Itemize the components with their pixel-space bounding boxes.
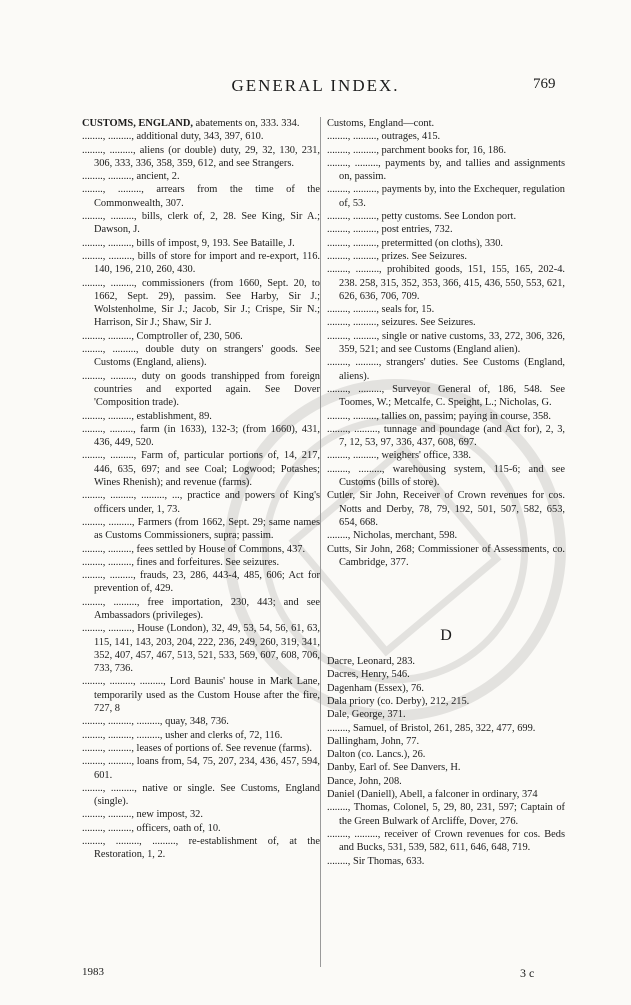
index-entry-text: ........, ........., House (London), 32, 49, 53, 54, 56, 61, 63, 115, 141, 143, 203, 204, 222, 236, 249, 260, 319, 341, 352, 407, 457, 467, 513, 521, 533, 569, 607, 608, 706, 733, 736. (82, 623, 320, 675)
index-entry-text: ........, ........., native or single. See Customs, England (single). (82, 782, 320, 808)
index-entry-text: ........, ........., Farmers (from 1662, Sept. 29; same names as Customs Commissioners, supra; passim. (82, 516, 320, 542)
index-entry (327, 682, 565, 695)
index-entry-text: abatements on, 333. 334. (192, 118, 300, 129)
index-entry (327, 117, 565, 130)
index-entry-text: ........, ........., additional duty, 343, 397, 610. (82, 131, 264, 143)
index-entry-text: ........, ........., arrears from the time of the Commonwealth, 307. (82, 184, 320, 209)
index-entry (82, 715, 320, 728)
index-entry (82, 144, 320, 171)
index-entry-text: ........, ........., Farm of, particular portions of, 14, 217, 446, 635, 697; and see Coal; Logwood; Potashes; Wines Rhenish); and revenue (farms). (82, 450, 320, 489)
index-entry-text: ........, ........., prizes. See Seizures. (327, 250, 467, 262)
index-entry-text: ........, ........., receiver of Crown revenues for cos. Beds and Bucks, 531, 539, 582, 611, 646, 648, 719. (327, 828, 565, 854)
index-entry (327, 801, 565, 828)
index-entry (327, 183, 565, 210)
index-entry-text: ........, ........., loans from, 54, 75, 207, 234, 436, 457, 594, 601. (82, 756, 320, 781)
index-entry (82, 277, 320, 330)
index-entry-text: ........, ........., ........., Lord Baunis' house in Mark Lane, temporarily used as the Custom House after the fire, 727, 8 (82, 676, 320, 715)
section-gap (327, 569, 565, 613)
page-title: GENERAL INDEX. (231, 76, 400, 95)
index-entry (327, 788, 565, 801)
index-entry (82, 489, 320, 516)
index-entry (82, 210, 320, 237)
index-entry-text: ........, Sir Thomas, 633. (327, 855, 425, 867)
index-entry-text: ........, ........., petty customs. See London port. (327, 211, 517, 223)
index-entry-text: ........, ........., ........., re-establishment of, at the Restoration, 1, 2. (82, 836, 320, 861)
index-entry (82, 596, 320, 623)
index-entry (327, 223, 565, 236)
index-entry (327, 157, 565, 184)
index-entry (82, 250, 320, 277)
index-entry-text: ........, ........., pretermitted (on cloths), 330. (327, 237, 504, 249)
index-entry (82, 330, 320, 343)
index-entry (327, 655, 565, 668)
index-entry-text: ........, ........., ........., quay, 348, 736. (82, 716, 229, 728)
index-entry-text: Cutts, Sir John, 268; Commissioner of Assessments, co. Cambridge, 377. (327, 543, 565, 568)
index-entry (327, 237, 565, 250)
index-entry-text: ........, ........., Comptroller of, 230, 506. (82, 330, 243, 342)
right-column (327, 117, 565, 868)
index-entry (82, 170, 320, 183)
index-entry-text: ........, ........., establishment, 89. (82, 410, 212, 422)
index-entry (82, 183, 320, 210)
index-entry (327, 463, 565, 490)
index-entry-text: ........, ........., frauds, 23, 286, 443-4, 485, 606; Act for prevention of, 429. (82, 570, 320, 595)
index-entry-text: ........, ........., ........., ..., practice and powers of King's officers under, 1, 73. (82, 490, 320, 515)
index-entry-text: Danby, Earl of. See Danvers, H. (327, 762, 461, 774)
index-entry-text: Dallingham, John, 77. (327, 735, 420, 747)
index-entry-text: ........, ........., seizures. See Seizures. (327, 317, 476, 329)
index-entry (327, 748, 565, 761)
index-entry (82, 755, 320, 782)
index-entry (82, 808, 320, 821)
index-entry (327, 383, 565, 410)
index-entry (327, 775, 565, 788)
index-entry (82, 729, 320, 742)
left-column (82, 117, 320, 862)
index-entry (82, 370, 320, 410)
index-entry-text: ........, ........., parchment books for, 16, 186. (327, 144, 507, 156)
index-entry-text: Customs, England—cont. (327, 118, 435, 129)
index-entry (327, 543, 565, 570)
index-entry (82, 822, 320, 835)
index-entry (82, 237, 320, 250)
index-entry (82, 835, 320, 862)
index-entry (327, 695, 565, 708)
index-entry-text: ........, ........., double duty on strangers' goods. See Customs (England, aliens). (82, 344, 320, 369)
index-entry-text: ........, ........., strangers' duties. See Customs (England, aliens). (327, 357, 565, 382)
index-entry-text: ........, ........., seals for, 15. (327, 304, 435, 316)
index-entry (327, 855, 565, 868)
index-entry (327, 330, 565, 357)
gathering-mark: 3 c (520, 966, 535, 980)
index-entry (327, 316, 565, 329)
index-entry-text: ........, ........., outrages, 415. (327, 131, 441, 143)
index-entry (82, 130, 320, 143)
index-entry-text: ........, ........., tunnage and poundage (and Act for), 2, 3, 7, 12, 53, 97, 336, 437, 608, 697. (327, 423, 565, 449)
index-entry (327, 761, 565, 774)
index-entry-text: ........, ........., new impost, 32. (82, 809, 203, 821)
index-entry-text: ........, ........., bills, clerk of, 2, 28. See King, Sir A.; Dawson, J. (82, 211, 320, 236)
index-entry (327, 489, 565, 529)
index-entry-heading: CUSTOMS, ENGLAND, (82, 118, 193, 129)
index-entry (327, 423, 565, 450)
index-entry-text: Daniel (Daniell), Abell, a falconer in ordinary, 374 (327, 789, 538, 801)
index-entry-text: ........, ........., leases of portions of. See revenue (farms). (82, 742, 312, 754)
index-entry (327, 303, 565, 316)
index-entry (327, 250, 565, 263)
index-entry (327, 130, 565, 143)
index-entry-text: ........, ........., duty on goods transhipped from foreign countries and exported again. See Dover 'Composition trade). (82, 370, 320, 409)
index-entry (327, 144, 565, 157)
index-entry-text: Dance, John, 208. (327, 775, 402, 787)
index-entry-text: ........, ........., bills of store for import and re-export, 116. 140, 196, 210, 260, 430. (82, 250, 320, 276)
index-entry (327, 449, 565, 462)
index-entry (327, 410, 565, 423)
index-entry (327, 722, 565, 735)
index-entry-text: ........, ........., officers, oath of, 10. (82, 822, 221, 834)
index-entry (327, 529, 565, 542)
index-entry-text: ........, ........., weighers' office, 338. (327, 450, 471, 462)
index-entry-text: ........, ........., single or native customs, 33, 272, 306, 326, 359, 521; and see Customs (England alien). (327, 330, 565, 356)
index-entry-text: Dagenham (Essex), 76. (327, 682, 424, 694)
index-entry (82, 782, 320, 809)
index-entry-text: ........, Thomas, Colonel, 5, 29, 80, 231, 597; Captain of the Green Bulwark of Arcliffe, Dover, 276. (327, 802, 565, 827)
index-entry-text: ........, ........., bills of impost, 9, 193. See Bataille, J. (82, 237, 295, 249)
index-entry-text: Dale, George, 371. (327, 709, 406, 721)
index-entry (82, 742, 320, 755)
index-entry-text: ........, ........., ........., usher and clerks of, 72, 116. (82, 729, 283, 741)
page-number: 769 (533, 76, 556, 92)
column-divider (320, 117, 321, 967)
signature-mark: 1983 (82, 966, 104, 978)
index-entry-text: Dalton (co. Lancs.), 26. (327, 749, 426, 761)
index-entry-text: Dacres, Henry, 546. (327, 669, 410, 681)
index-entry (327, 735, 565, 748)
section-letter-heading: D (440, 627, 452, 645)
index-entry (327, 210, 565, 223)
index-entry (327, 668, 565, 681)
index-entry-text: ........, ........., aliens (or double) duty, 29, 32, 130, 231, 306, 333, 336, 358, 359, 612, and see Strangers. (82, 144, 320, 169)
index-entry-text: ........, ........., payments by, and tallies and assignments on, passim. (327, 157, 565, 183)
index-entry (82, 556, 320, 569)
index-entry (82, 569, 320, 596)
index-entry-text: Dacre, Leonard, 283. (327, 656, 415, 668)
index-entry-text: ........, ........., farm (in 1633), 132-3; (from 1660), 431, 436, 449, 520. (82, 423, 320, 449)
index-entry (82, 423, 320, 450)
index-entry-text: ........, ........., prohibited goods, 151, 155, 165, 202-4. 238. 258, 315, 352, 353, 366, 415, 436, 550, 553, 621, 626, 636, 706, 709. (327, 264, 565, 302)
index-entry-text: Dala priory (co. Derby), 212, 215. (327, 695, 470, 707)
index-entry (82, 343, 320, 370)
index-entry (327, 708, 565, 721)
index-entry (327, 263, 565, 303)
index-entry (82, 622, 320, 675)
index-entry (82, 543, 320, 556)
index-entry-text: ........, ........., warehousing system, 115-6; and see Customs (bills of store). (327, 463, 565, 489)
index-entry (82, 410, 320, 423)
index-entry-text: ........, ........., Surveyor General of, 186, 548. See Toomes, W.; Metcalfe, C. Speight, L.; Nicholas, G. (327, 383, 565, 409)
index-entry-text: ........, ........., commissioners (from 1660, Sept. 20, to 1662, Sept. 29), passim. See Harby, Sir J.; Wolstenholme, Sir J.; Jacob, Sir J.; Crispe, Sir N.; Harrison, Sir J.; Shaw, Sir J. (82, 277, 320, 329)
index-entry (82, 117, 320, 130)
index-entry-text: ........, ........., fees settled by House of Commons, 437. (82, 543, 306, 555)
index-entry-text: ........, ........., ancient, 2. (82, 171, 180, 183)
index-entry (327, 356, 565, 383)
index-entry-text: ........, ........., fines and forfeitures. See seizures. (82, 556, 280, 568)
index-entry-text: ........, ........., free importation, 230, 443; and see Ambassadors (privileges). (82, 596, 320, 621)
index-entry (82, 675, 320, 715)
index-entry-text: Cutler, Sir John, Receiver of Crown revenues for cos. Notts and Derby, 78, 79, 192, 501, 507, 582, 653, 654, 668. (327, 490, 565, 528)
index-entry (327, 828, 565, 855)
index-entry-text: ........, ........., post entries, 732. (327, 224, 453, 236)
index-entry-text: ........, Samuel, of Bristol, 261, 285, 322, 477, 699. (327, 722, 536, 734)
index-entry-text: ........, Nicholas, merchant, 598. (327, 530, 458, 542)
index-entry (82, 449, 320, 489)
index-entry-text: ........, ........., tallies on, passim; paying in course, 358. (327, 410, 551, 422)
index-entry (82, 516, 320, 543)
index-entry-text: ........, ........., payments by, into the Exchequer, regulation of, 53. (327, 184, 565, 209)
